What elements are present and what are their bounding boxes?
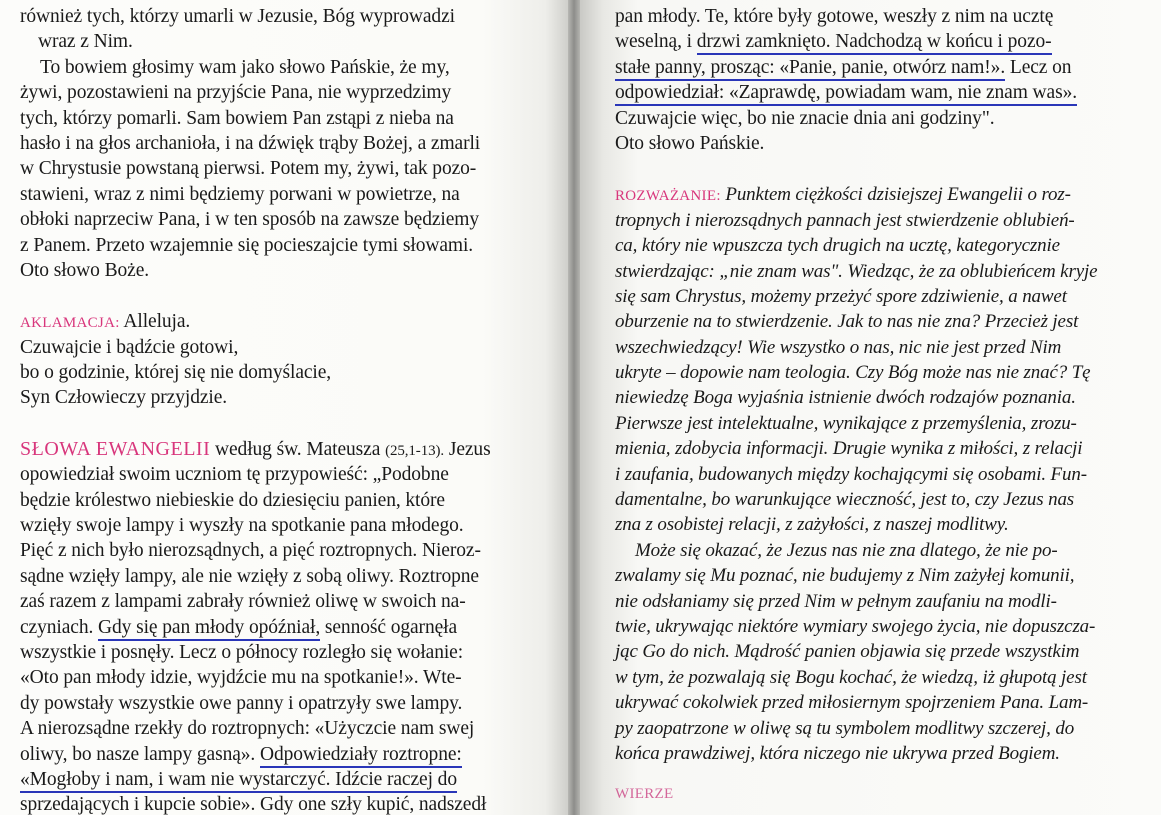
gospel-head-rest: według św. Mateusza <box>210 438 386 460</box>
text-line: zaś razem z lampami zabrały również oliwę w swoich na- <box>20 591 466 613</box>
text-line: tropnych i nierozsądnych pannach jest stwierdzenie oblubień- <box>615 209 1075 231</box>
text-line: hasło i na głos archanioła, i na dźwięk trąby Bożej, a zmarli <box>20 132 481 154</box>
text-line-underlined <box>615 29 1141 54</box>
text-line: jąc Go do nich. Mądrość panien objawia się przede wszystkim <box>615 641 1080 663</box>
text-fragment: senność ogarnęła <box>320 616 458 638</box>
right-page <box>580 0 1161 815</box>
text-line-underlined <box>615 80 1141 105</box>
text-line: obłoki naprzeciw Pana, i w ten sposób na zawsze będziemy <box>20 209 480 231</box>
text-line: ca, który nie wpuszcza tych drugich na ucztę, kategorycznie <box>615 235 1060 257</box>
text-line: bo o godzinie, której się nie domyślacie, <box>20 362 332 384</box>
gospel-heading <box>20 437 558 462</box>
text-fragment: weselną, i <box>615 31 697 53</box>
text-line-underlined <box>20 742 558 767</box>
text-line-underlined <box>20 792 558 815</box>
text-line: tych, którzy pomarli. Sam bowiem Pan zstąpi z nieba na <box>20 107 454 129</box>
text-line: żywi, pozostawieni na przyjście Pana, nie wyprzedzimy <box>20 82 452 104</box>
text-line: wszystkie i posnęły. Lecz o północy rozległo się wołanie: <box>20 641 464 663</box>
text-line: stawieni, wraz z nimi będziemy porwani w powietrze, na <box>20 183 460 205</box>
text-line: zna z osobistej relacji, z zażyłości, z naszej modlitwy. <box>615 514 1009 536</box>
text-line: «Oto pan młody idzie, wyjdźcie mu na spotkanie!». Wte- <box>20 667 462 689</box>
text-line: mienia, zdobycia informacji. Drugie wynika z miłości, z relacji <box>615 438 1083 460</box>
text-fragment: Gdy one szły kupić, nadszedł <box>255 794 487 815</box>
text-line: w Chrystusie powstaną pierwsi. Potem my, żywi, tak pozo- <box>20 158 477 180</box>
text-line: To bowiem głosimy wam jako słowo Pańskie, że my, <box>40 56 450 78</box>
text-fragment: Lecz on <box>1005 56 1072 78</box>
underlined-fragment: Odpowiedziały roztropne: <box>260 744 462 768</box>
text-line: A nierozsądne rzekły do roztropnych: «Użyczcie nam swej <box>20 718 475 740</box>
rozwazanie-label: ROZWAŻANIE: <box>615 188 721 205</box>
text-line: Syn Człowieczy przyjdzie. <box>20 387 228 409</box>
text-line: dy powstały wszystkie owe panny i opatrzyły swe lampy. <box>20 692 463 714</box>
text-line: opowiedział swoim uczniom tę przypowieść: „Podobne <box>20 464 449 486</box>
rozwazanie-heading <box>615 182 1141 207</box>
aklamacja-label: AKLAMACJA: <box>20 315 120 332</box>
text-line: nie odsłaniamy się przed Nim w pełnym zaufaniu na modli- <box>615 590 1057 612</box>
next-section-heading <box>615 780 1141 805</box>
text-line: Czuwajcie więc, bo nie znacie dnia ani godziny". <box>615 107 995 129</box>
text-line: twie, ukrywając niektóre wymiary swojego życia, nie dopuszcza- <box>615 615 1096 637</box>
text-line: Pięć z nich było nierozsądnych, a pięć roztropnych. Nieroz- <box>20 540 481 562</box>
text-fragment: oliwy, bo nasze lampy gasną». <box>20 743 260 765</box>
underlined-fragment: drzwi zamknięto. Nadchodzą w końcu i pozo- <box>697 31 1052 55</box>
text-line: py zaopatrzone w oliwę są tu symbolem modlitwy szczerej, do <box>615 717 1075 739</box>
text-line: Czuwajcie i bądźcie gotowi, <box>20 336 239 358</box>
text-fragment: czyniach. <box>20 616 99 638</box>
text-line: wzięły swoje lampy i wyszły na spotkanie pana młodego. <box>20 515 464 537</box>
underlined-fragment: stałe panny, prosząc: «Panie, panie, otwórz nam!». <box>615 57 1005 81</box>
text-line: w tym, że pozwalają się Bogu kochać, że wiedzą, iż głupotą jest <box>615 666 1087 688</box>
next-section-label: WIERZE <box>615 786 674 803</box>
underlined-fragment: «Mogłoby i nam, i wam nie wystarczyć. Idźcie raczej do <box>20 769 457 793</box>
rozwazanie-first: Punktem ciężkości dzisiejszej Ewangelii o roz- <box>720 184 1071 206</box>
gospel-head-end: Jezus <box>444 438 491 460</box>
text-line: sądne wzięły lampy, ale nie wzięły z sobą oliwy. Roztropne <box>20 565 479 587</box>
text-line: wszechwiedzący! Wie wszystko o nas, nic nie jest przed Nim <box>615 336 1062 358</box>
text-line: z Panem. Przeto wzajemnie się pocieszajcie tymi słowami. <box>20 234 474 256</box>
text-line: Oto słowo Boże. <box>20 259 150 281</box>
underlined-fragment: Gdy się pan młody opóźniał, <box>98 617 320 641</box>
book-gutter <box>568 0 580 815</box>
gospel-label: SŁOWA EWANGELII <box>20 437 211 460</box>
text-line: się sam Chrystus, możemy przeżyć spore zdziwienie, a nawet <box>615 285 1067 307</box>
text-line: niewiedzę Boga wyjaśnia istnienie dwóch rodzajów poznania. <box>615 387 1076 409</box>
aklamacja-heading <box>20 309 558 334</box>
gospel-reference: (25,1-13). <box>385 442 445 459</box>
text-line: Pierwsze jest intelektualne, wynikające z przemyślenia, zrozu- <box>615 412 1077 434</box>
text-line: Może się okazać, że Jezus nas nie zna dlatego, że nie po- <box>635 539 1058 561</box>
aklamacja-first: Alleluja. <box>123 311 191 333</box>
text-line: końca prawdziwej, która niczego nie ukrywa przed Bogiem. <box>615 742 1060 764</box>
text-line: ukrywać cokolwiek przed miłosiernym spojrzeniem Pana. Lam- <box>615 692 1089 714</box>
text-line: oburzenie na to stwierdzenie. Jak to nas nie zna? Przecież jest <box>615 311 1079 333</box>
text-line-underlined <box>20 615 558 640</box>
text-line-underlined <box>615 55 1141 80</box>
text-line: wraz z Nim. <box>38 31 133 53</box>
text-line: stwierdzając: „nie znam was". Wiedząc, że za oblubieńcem kryje <box>615 260 1098 282</box>
left-page <box>0 0 568 815</box>
text-line: Oto słowo Pańskie. <box>615 132 765 154</box>
text-line: pan młody. Te, które były gotowe, weszły z nim na ucztę <box>615 6 1054 27</box>
underlined-fragment: odpowiedział: «Zaprawdę, powiadam wam, nie znam was». <box>615 82 1077 106</box>
underlined-fragment: sprzedających i kupcie sobie». <box>20 794 255 815</box>
text-line: i zaufania, budowanych między kochającymi się osobami. Fun- <box>615 463 1087 485</box>
text-line: damentalne, bo warunkujące wieczność, jest to, czy Jezus nas <box>615 489 1075 511</box>
text-line: ukryte – dopowie nam teologia. Czy Bóg może nas nie znać? Tę <box>615 362 1091 384</box>
text-line: zwalamy się Mu poznać, nie budujemy z Nim zażyłej komunii, <box>615 565 1075 587</box>
text-line: również tych, którzy umarli w Jezusie, Bóg wyprowadzi <box>20 6 455 27</box>
text-line-underlined <box>20 767 558 792</box>
text-line: będzie królestwo niebieskie do dziesięciu panien, które <box>20 489 445 511</box>
